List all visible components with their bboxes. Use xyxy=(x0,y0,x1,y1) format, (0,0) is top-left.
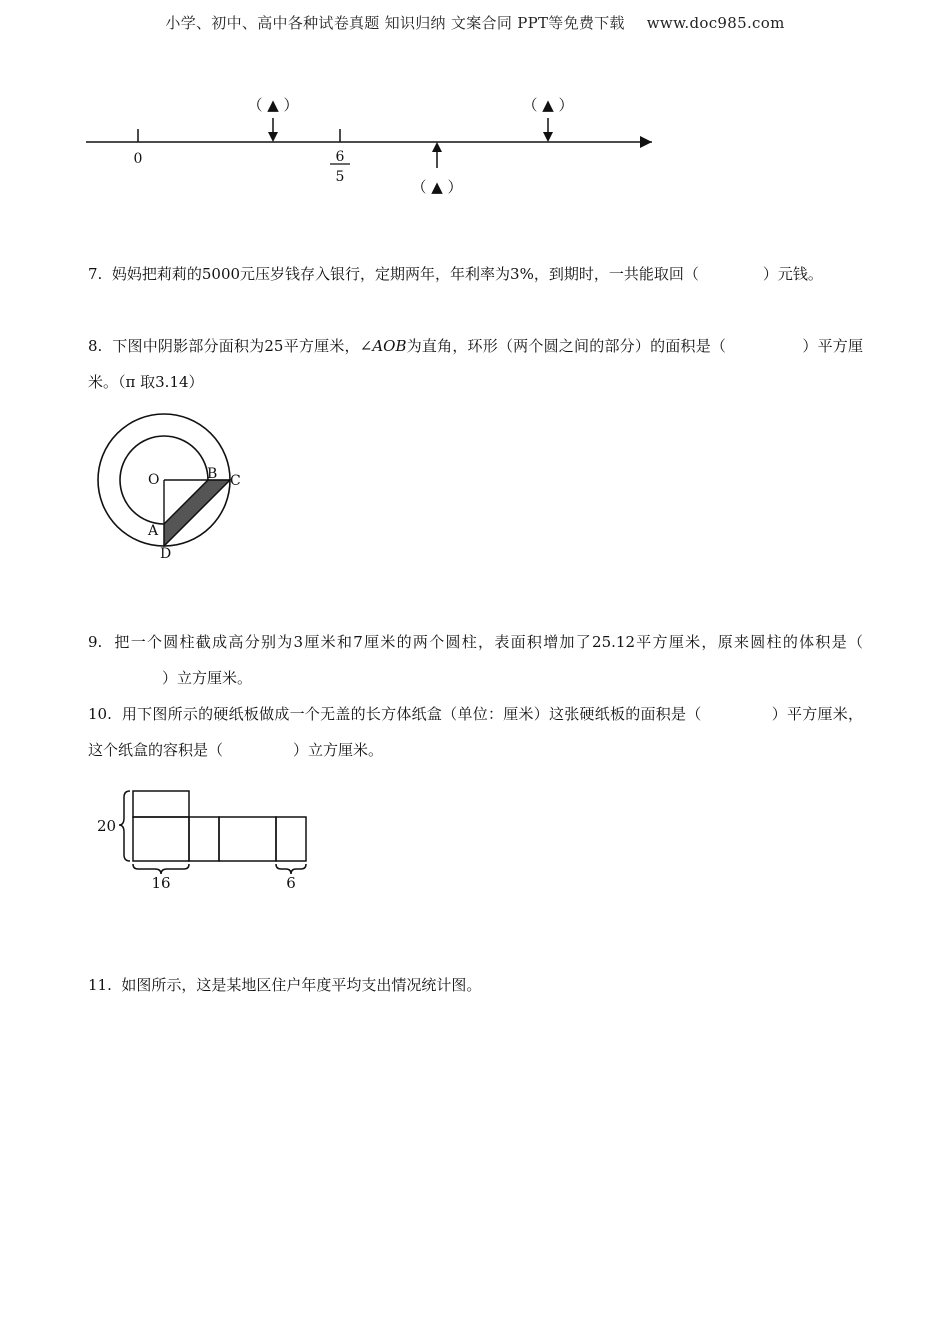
width-label: 16 xyxy=(151,874,171,892)
question-11 xyxy=(88,967,863,1003)
q10-text-a: 用下图所示的硬纸板做成一个无盖的长方体纸盒（单位：厘米）这张硬纸板的面积是（ xyxy=(121,705,702,723)
question-9 xyxy=(88,624,863,696)
chord-dc xyxy=(164,480,230,546)
q9-text-a: 把一个圆柱截成高分别为3厘米和7厘米的两个圆柱，表面积增加了25.12平方厘米，原来圆柱的体积是（ xyxy=(114,633,863,651)
height-brace xyxy=(119,791,130,861)
label-fraction-denominator: 5 xyxy=(335,169,345,185)
depth-brace xyxy=(276,864,306,874)
q7-number: 7. xyxy=(88,265,103,283)
arrow-down-right-head xyxy=(543,132,553,142)
height-label: 20 xyxy=(97,817,117,835)
arrow-up-bottom-head xyxy=(432,142,442,152)
marker-right-label: （ ▲ ） xyxy=(522,96,574,114)
q7-text-a: 妈妈把莉莉的5000元压岁钱存入银行，定期两年，年利率为3%，到期时，一共能取回（ xyxy=(111,265,699,283)
q11-text: 如图所示，这是某地区住户年度平均支出情况统计图。 xyxy=(121,976,482,994)
header-text: 小学、初中、高中各种试卷真题 知识归纳 文案合同 PPT等免费下载 xyxy=(165,14,625,32)
net-face-3 xyxy=(219,817,276,861)
point-o-label: O xyxy=(148,472,160,488)
q10-text-b: ）平方厘米，这个纸盒的容积是（ xyxy=(88,705,863,759)
net-top-flap xyxy=(133,791,189,817)
arrow-down-left-head xyxy=(268,132,278,142)
marker-left-label: （ ▲ ） xyxy=(247,96,299,114)
width-brace xyxy=(133,864,189,874)
q8-angle-name: ∠AOB xyxy=(359,337,407,355)
point-b-label: B xyxy=(207,466,218,482)
label-zero: 0 xyxy=(133,151,143,167)
point-c-label: C xyxy=(230,473,241,489)
label-fraction-numerator: 6 xyxy=(335,149,345,165)
depth-label: 6 xyxy=(286,874,296,892)
q10-text-c: ）立方厘米。 xyxy=(293,741,384,759)
q11-number: 11. xyxy=(88,976,112,994)
q8-number: 8. xyxy=(88,337,103,355)
net-face-4 xyxy=(276,817,306,861)
box-net-figure xyxy=(92,784,316,894)
marker-bottom-label: （ ▲ ） xyxy=(411,178,463,196)
number-line-arrowhead xyxy=(640,136,652,148)
net-face-2 xyxy=(189,817,219,861)
q8-text-b: 为直角，环形（两个圆之间的部分）的面积是（ xyxy=(406,337,727,355)
q9-number: 9. xyxy=(88,633,103,651)
header-site: www.doc985.com xyxy=(646,14,785,32)
number-line-figure xyxy=(80,85,670,205)
q8-text-a: 下图中阴影部分面积为25平方厘米， xyxy=(112,337,360,355)
question-10 xyxy=(88,696,863,768)
net-face-1 xyxy=(133,817,189,861)
question-8 xyxy=(88,328,863,400)
question-7 xyxy=(88,256,863,292)
q9-text-b: ）立方厘米。 xyxy=(162,669,253,687)
q8-text-c: ）平方厘米。（π 取3.14） xyxy=(88,337,863,391)
ring-figure xyxy=(96,412,256,568)
point-d-label: D xyxy=(160,546,172,562)
point-a-label: A xyxy=(148,523,159,539)
page-header xyxy=(0,12,950,33)
q7-text-b: ）元钱。 xyxy=(762,265,823,283)
q10-number: 10. xyxy=(88,705,112,723)
